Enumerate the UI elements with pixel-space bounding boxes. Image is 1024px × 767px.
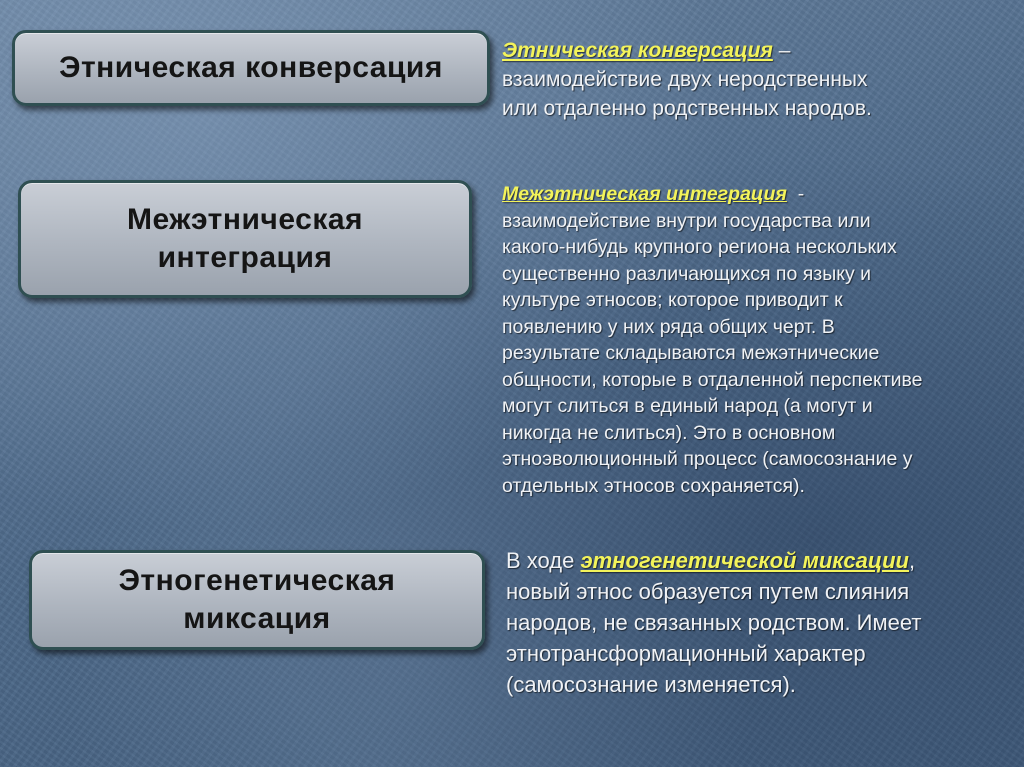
definition-term: этногенетической миксации — [580, 548, 909, 573]
definition-line: культуре этносов; которое приводит к — [502, 289, 843, 311]
definition-line: новый этнос образуется путем слияния — [506, 579, 910, 604]
definition-line: отдельных этносов сохраняется). — [502, 474, 805, 497]
definition-line: какого-нибудь крупного региона нескольких — [502, 236, 897, 258]
term-box-label — [127, 201, 363, 277]
definition-heading-line — [502, 181, 923, 208]
definition-line: результате складываются межэтнические — [502, 342, 880, 364]
definition-line: взаимодействие внутри государства или — [502, 209, 871, 232]
term-box-line: интеграция — [157, 241, 333, 274]
definition-line: общности, которые в отдаленной перспективе — [502, 368, 923, 391]
term-box-label — [119, 562, 396, 638]
term-box-line: Этногенетическая — [118, 564, 396, 597]
definition-heading-line — [502, 36, 872, 65]
term-box-line: Этническая конверсация — [59, 51, 443, 84]
definition-line: или отдаленно родственных народов. — [502, 97, 872, 120]
definition-line: существенно различающихся по языку и — [502, 262, 872, 285]
term-box-ethnic-conversion — [12, 30, 490, 106]
definition-heading-line — [506, 545, 921, 576]
definition-line: появлению у них ряда общих черт. В — [502, 315, 835, 338]
term-box-ethnogenetic-mixation — [29, 550, 485, 650]
term-box-interethnic-integration — [18, 180, 472, 298]
definition-term-suffix: – — [772, 39, 791, 62]
definition-term-suffix: , — [909, 548, 916, 573]
definition-line: взаимодействие двух неродственных — [502, 68, 868, 91]
definition-line: этноэволюционный процесс (самосознание у — [502, 448, 913, 470]
definition-term-suffix: - — [786, 183, 805, 205]
definition-interethnic-integration — [502, 181, 923, 499]
definition-term: Этническая конверсация — [502, 39, 773, 62]
definition-line: могут слиться в единый народ (а могут и — [502, 395, 873, 417]
definition-line: никогда не слиться). Это в основном — [502, 421, 836, 444]
definition-term-prefix: В ходе — [506, 548, 581, 573]
definition-line: (самосознание изменяется). — [506, 672, 796, 697]
definition-term: Межэтническая интеграция — [502, 183, 787, 205]
definition-ethnogenetic-mixation — [506, 545, 921, 700]
definition-line: народов, не связанных родством. Имеет — [506, 610, 922, 635]
term-box-line: Межэтническая — [126, 203, 364, 236]
term-box-label — [59, 49, 443, 87]
term-box-line: миксация — [183, 602, 331, 635]
definition-ethnic-conversion — [502, 36, 872, 123]
definition-line: этнотрансформационный характер — [506, 641, 866, 666]
